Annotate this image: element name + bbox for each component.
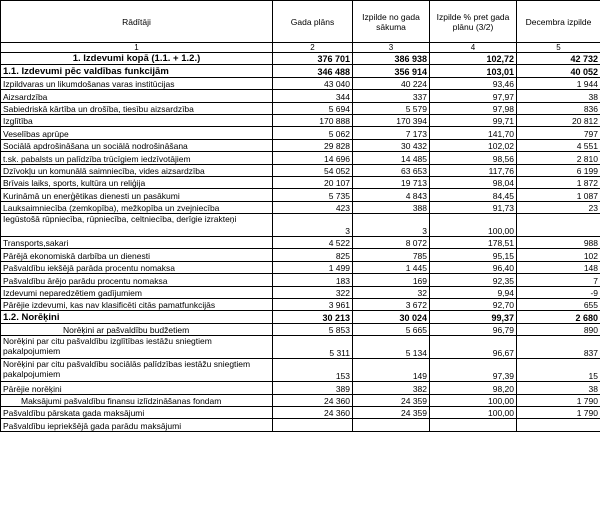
row-label: Kurināmā un enerģētikas dienesti un pasākumi [1, 189, 273, 201]
cell-plan: 30 213 [273, 311, 353, 323]
cell-exec: 24 359 [353, 394, 430, 406]
cell-pct: 117,76 [430, 164, 517, 176]
column-number: 1 [1, 43, 273, 53]
row-label: Pašvaldību pārskata gada maksājumi [1, 406, 273, 418]
cell-plan: 183 [273, 274, 353, 286]
cell-plan: 170 888 [273, 114, 353, 126]
table-row [1, 164, 600, 176]
cell-exec: 170 394 [353, 114, 430, 126]
table-row [1, 419, 600, 431]
cell-exec: 63 653 [353, 164, 430, 176]
row-label: Brīvais laiks, sports, kultūra un reliģija [1, 176, 273, 188]
cell-dec: 988 [517, 237, 600, 249]
table-row [1, 299, 600, 311]
header-december-execution: Decembra izpilde [517, 1, 600, 43]
cell-plan: 54 052 [273, 164, 353, 176]
header-execution-pct: Izpilde % pret gada plānu (3/2) [430, 1, 517, 43]
cell-dec: 23 [517, 201, 600, 213]
table-row [1, 201, 600, 213]
header-execution-ytd: Izpilde no gada sākuma [353, 1, 430, 43]
cell-dec: 38 [517, 382, 600, 394]
table-row [1, 382, 600, 394]
cell-pct: 178,51 [430, 237, 517, 249]
table-row-total [1, 53, 600, 65]
cell-exec: 30 024 [353, 311, 430, 323]
cell-pct: 141,70 [430, 127, 517, 139]
cell-plan: 376 701 [273, 53, 353, 65]
table-row [1, 152, 600, 164]
cell-dec: 6 199 [517, 164, 600, 176]
cell-exec: 3 672 [353, 299, 430, 311]
row-label: Norēķini par citu pašvaldību sociālās palīdzības iestāžu sniegtiem pakalpojumiem [1, 359, 273, 382]
table-row [1, 114, 600, 126]
cell-exec: 14 485 [353, 152, 430, 164]
column-number-row [1, 43, 600, 53]
cell-pct: 98,56 [430, 152, 517, 164]
cell-dec: 890 [517, 323, 600, 335]
table-row [1, 214, 600, 237]
cell-exec: 386 938 [353, 53, 430, 65]
table-row [1, 176, 600, 188]
header-row [1, 1, 600, 43]
row-label: Izglītība [1, 114, 273, 126]
table-row [1, 394, 600, 406]
cell-exec: 30 432 [353, 139, 430, 151]
header-annual-plan: Gada plāns [273, 1, 353, 43]
cell-pct: 98,04 [430, 176, 517, 188]
cell-plan: 24 360 [273, 406, 353, 418]
row-label: 1.2. Norēķini [1, 311, 273, 323]
cell-dec: 42 732 [517, 53, 600, 65]
cell-pct: 100,00 [430, 214, 517, 237]
cell-plan: 29 828 [273, 139, 353, 151]
row-label: Pārējie norēķini [1, 382, 273, 394]
column-number: 4 [430, 43, 517, 53]
cell-exec: 337 [353, 90, 430, 102]
cell-pct: 92,70 [430, 299, 517, 311]
cell-dec: 148 [517, 261, 600, 273]
cell-pct: 103,01 [430, 65, 517, 77]
row-label: Lauksaimniecība (zemkopība), mežkopība un zvejniecība [1, 201, 273, 213]
header-indicators: Rādītāji [1, 1, 273, 43]
cell-pct: 91,73 [430, 201, 517, 213]
table-row [1, 274, 600, 286]
row-label: Maksājumi pašvaldību finansu izlīdzināšanas fondam [1, 394, 273, 406]
row-label: Pārējā ekonomiskā darbība un dienesti [1, 249, 273, 261]
table-row [1, 359, 600, 382]
cell-dec [517, 214, 600, 237]
cell-dec: 102 [517, 249, 600, 261]
cell-plan: 3 961 [273, 299, 353, 311]
cell-exec: 5 579 [353, 102, 430, 114]
cell-dec: 837 [517, 336, 600, 359]
cell-pct: 102,02 [430, 139, 517, 151]
cell-pct: 9,94 [430, 286, 517, 298]
row-label: Sociālā apdrošināšana un sociālā nodrošināšana [1, 139, 273, 151]
cell-pct: 98,20 [430, 382, 517, 394]
cell-plan: 322 [273, 286, 353, 298]
row-label: Iegūstošā rūpniecība, rūpniecība, celtniecība, derīgie izrakteņi [1, 214, 273, 237]
cell-plan: 3 [273, 214, 353, 237]
cell-pct: 97,98 [430, 102, 517, 114]
cell-exec: 5 134 [353, 336, 430, 359]
cell-dec: 7 [517, 274, 600, 286]
cell-pct: 92,35 [430, 274, 517, 286]
table-row [1, 189, 600, 201]
cell-exec: 1 445 [353, 261, 430, 273]
cell-plan: 5 694 [273, 102, 353, 114]
column-number: 3 [353, 43, 430, 53]
cell-exec: 4 843 [353, 189, 430, 201]
cell-dec: 2 810 [517, 152, 600, 164]
cell-plan: 153 [273, 359, 353, 382]
cell-plan: 24 360 [273, 394, 353, 406]
cell-plan: 825 [273, 249, 353, 261]
cell-exec: 382 [353, 382, 430, 394]
cell-pct: 96,67 [430, 336, 517, 359]
cell-dec: 20 812 [517, 114, 600, 126]
table-row [1, 77, 600, 89]
row-label: Norēķini par citu pašvaldību izglītības iestāžu sniegtiem pakalpojumiem [1, 336, 273, 359]
row-label: Izpildvaras un likumdošanas varas institūcijas [1, 77, 273, 89]
cell-exec: 40 224 [353, 77, 430, 89]
cell-exec: 5 665 [353, 323, 430, 335]
row-label: Aizsardzība [1, 90, 273, 102]
cell-pct: 95,15 [430, 249, 517, 261]
cell-plan: 20 107 [273, 176, 353, 188]
cell-pct: 100,00 [430, 406, 517, 418]
cell-plan: 5 311 [273, 336, 353, 359]
cell-exec: 149 [353, 359, 430, 382]
cell-plan: 1 499 [273, 261, 353, 273]
cell-dec: 2 680 [517, 311, 600, 323]
cell-pct: 96,40 [430, 261, 517, 273]
cell-dec: -9 [517, 286, 600, 298]
row-label: t.sk. pabalsts un palīdzība trūcīgiem iedzīvotājiem [1, 152, 273, 164]
cell-exec: 356 914 [353, 65, 430, 77]
cell-exec: 785 [353, 249, 430, 261]
cell-dec: 1 087 [517, 189, 600, 201]
cell-plan: 5 735 [273, 189, 353, 201]
cell-dec: 38 [517, 90, 600, 102]
table-row [1, 261, 600, 273]
cell-dec: 40 052 [517, 65, 600, 77]
cell-plan: 43 040 [273, 77, 353, 89]
cell-dec [517, 419, 600, 431]
cell-pct [430, 419, 517, 431]
cell-pct: 96,79 [430, 323, 517, 335]
table-row-section [1, 65, 600, 77]
cell-pct: 97,97 [430, 90, 517, 102]
table-row [1, 127, 600, 139]
row-label: Sabiedriskā kārtība un drošība, tiesību aizsardzība [1, 102, 273, 114]
cell-exec: 169 [353, 274, 430, 286]
cell-pct: 99,71 [430, 114, 517, 126]
cell-plan: 5 853 [273, 323, 353, 335]
cell-exec: 7 173 [353, 127, 430, 139]
table-row-section [1, 311, 600, 323]
row-label: Pašvaldību ārējo parādu procentu nomaksa [1, 274, 273, 286]
row-label: Norēķini ar pašvaldību budžetiem [1, 323, 273, 335]
row-label: 1.1. Izdevumi pēc valdības funkcijām [1, 65, 273, 77]
cell-plan: 389 [273, 382, 353, 394]
cell-plan [273, 419, 353, 431]
table-row [1, 249, 600, 261]
table-row [1, 406, 600, 418]
row-label: 1. Izdevumi kopā (1.1. + 1.2.) [1, 53, 273, 65]
cell-exec: 32 [353, 286, 430, 298]
cell-dec: 1 872 [517, 176, 600, 188]
cell-dec: 1 944 [517, 77, 600, 89]
cell-dec: 1 790 [517, 406, 600, 418]
cell-pct: 99,37 [430, 311, 517, 323]
cell-plan: 5 062 [273, 127, 353, 139]
row-label: Pašvaldību iekšējā parāda procentu nomaksa [1, 261, 273, 273]
cell-exec: 388 [353, 201, 430, 213]
table-row [1, 323, 600, 335]
table-row [1, 139, 600, 151]
cell-dec: 15 [517, 359, 600, 382]
row-label: Transports,sakari [1, 237, 273, 249]
cell-pct: 93,46 [430, 77, 517, 89]
cell-plan: 346 488 [273, 65, 353, 77]
cell-pct: 84,45 [430, 189, 517, 201]
cell-exec [353, 419, 430, 431]
cell-dec: 797 [517, 127, 600, 139]
cell-pct: 97,39 [430, 359, 517, 382]
cell-exec: 3 [353, 214, 430, 237]
row-label: Izdevumi neparedzētiem gadījumiem [1, 286, 273, 298]
cell-exec: 19 713 [353, 176, 430, 188]
cell-pct: 100,00 [430, 394, 517, 406]
cell-pct: 102,72 [430, 53, 517, 65]
cell-dec: 836 [517, 102, 600, 114]
row-label: Pašvaldību iepriekšējā gada parādu maksājumi [1, 419, 273, 431]
cell-plan: 4 522 [273, 237, 353, 249]
row-label: Pārējie izdevumi, kas nav klasificēti citās pamatfunkcijās [1, 299, 273, 311]
cell-dec: 1 790 [517, 394, 600, 406]
table-row [1, 286, 600, 298]
cell-dec: 4 551 [517, 139, 600, 151]
row-label: Dzīvokļu un komunālā saimniecība, vides aizsardzība [1, 164, 273, 176]
table-row [1, 90, 600, 102]
cell-plan: 344 [273, 90, 353, 102]
row-label: Veselības aprūpe [1, 127, 273, 139]
column-number: 5 [517, 43, 600, 53]
column-number: 2 [273, 43, 353, 53]
cell-exec: 8 072 [353, 237, 430, 249]
table-row [1, 102, 600, 114]
cell-plan: 14 696 [273, 152, 353, 164]
table-row [1, 336, 600, 359]
cell-plan: 423 [273, 201, 353, 213]
cell-dec: 655 [517, 299, 600, 311]
cell-exec: 24 359 [353, 406, 430, 418]
table-row [1, 237, 600, 249]
